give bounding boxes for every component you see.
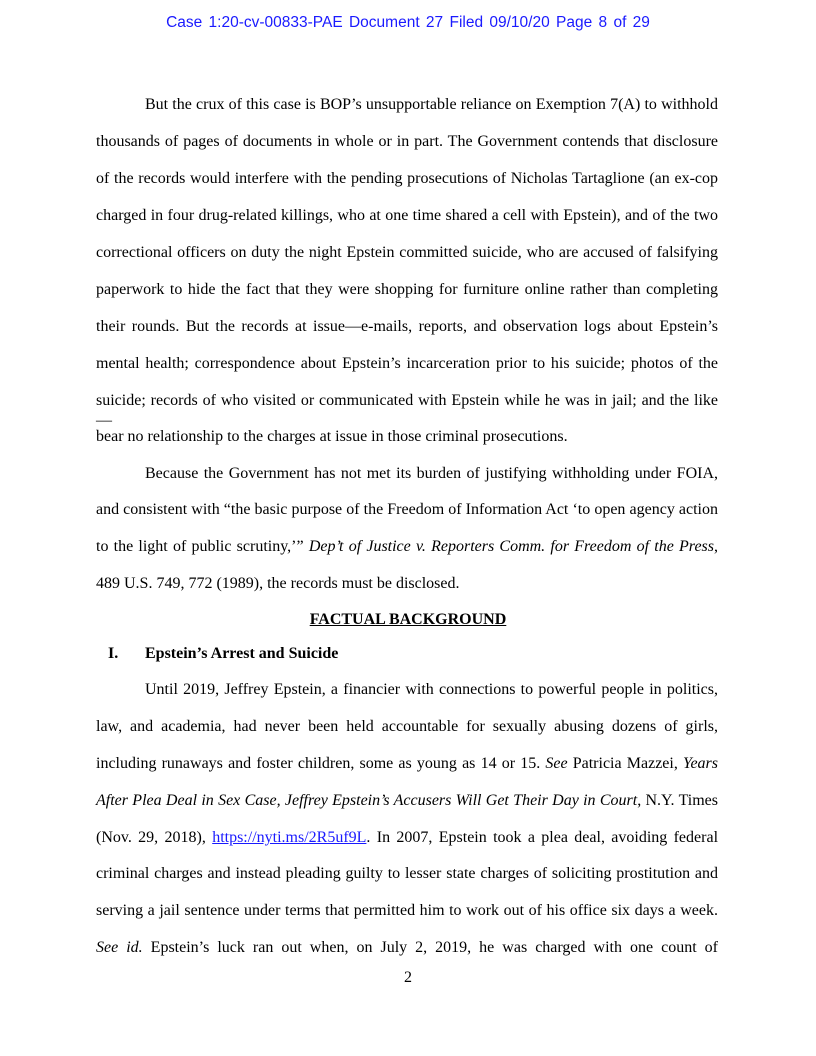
text-span: to the light of public scrutiny,’” — [96, 538, 309, 555]
text-span: criminal charges and instead pleading guilty to lesser state charges of soliciting prostitution and — [96, 865, 718, 882]
text-line — [96, 354, 718, 374]
text-line — [96, 828, 718, 848]
text-line — [96, 391, 718, 431]
text-line — [145, 680, 718, 700]
italic-text: Years — [683, 755, 718, 772]
italic-text: Dep’t of Justice v. Reporters Comm. for Freedom of the Press — [308, 538, 714, 555]
section-heading: FACTUAL BACKGROUND — [309, 611, 507, 628]
text-span: thousands of pages of documents in whole or in part. The Government contends that disclosure — [96, 133, 718, 150]
subsection-number: I. — [108, 645, 119, 662]
text-line — [96, 754, 718, 774]
subsection-heading — [108, 645, 339, 663]
text-span: suicide; records of who visited or communicated with Epstein while he was in jail; and the like— — [96, 392, 718, 429]
text-line — [96, 169, 718, 189]
text-line — [96, 500, 718, 520]
subsection-title: Epstein’s Arrest and Suicide — [145, 645, 339, 662]
text-span: , N.Y. Times — [637, 792, 718, 809]
text-span: paperwork to hide the fact that they were shopping for furniture online rather than completing — [96, 281, 718, 298]
text-line — [96, 537, 718, 557]
text-span: law, and academia, had never been held accountable for sexually abusing dozens of girls, — [96, 718, 718, 735]
page-number: 2 — [404, 969, 412, 986]
text-span: their rounds. But the records at issue—e-mails, reports, and observation logs about Epstein’s — [96, 318, 718, 335]
text-span: charged in four drug-related killings, who at one time shared a cell with Epstein), and of the two — [96, 207, 718, 224]
text-line — [96, 132, 718, 152]
text-span: mental health; correspondence about Epstein’s incarceration prior to his suicide; photos of the — [96, 355, 718, 372]
text-span: Because the Government has not met its burden of justifying withholding under FOIA, — [145, 465, 718, 482]
text-span: bear no relationship to the charges at issue in those criminal prosecutions. — [96, 428, 568, 445]
text-line — [96, 427, 718, 447]
text-line — [96, 791, 718, 811]
text-span: correctional officers on duty the night Epstein committed suicide, who are accused of falsifying — [96, 244, 718, 261]
text-line — [96, 901, 718, 921]
text-span: (Nov. 29, 2018), — [96, 829, 213, 846]
text-line — [145, 464, 718, 484]
text-span: and consistent with “the basic purpose of the Freedom of Information Act ‘to open agency action — [96, 501, 718, 518]
text-span: serving a jail sentence under terms that permitted him to work out of his office six days a week. — [96, 902, 718, 919]
italic-text: See id. — [96, 939, 143, 956]
text-line — [96, 206, 718, 226]
text-span: including runaways and foster children, some as young as 14 or 15. — [96, 755, 546, 772]
text-line — [96, 864, 718, 884]
citation-link[interactable]: https://nyti.ms/2R5uf9L — [212, 829, 367, 846]
text-span: , — [714, 538, 718, 555]
text-line — [96, 317, 718, 337]
text-line — [96, 243, 718, 263]
text-span: 489 U.S. 749, 772 (1989), the records must be disclosed. — [96, 575, 460, 592]
text-line — [96, 280, 718, 300]
text-line — [96, 717, 718, 737]
text-line — [96, 574, 718, 594]
case-header: Case 1:20-cv-00833-PAE Document 27 Filed 09/10/20 Page 8 of 29 — [166, 14, 650, 31]
text-span: Until 2019, Jeffrey Epstein, a financier with connections to powerful people in politics, — [145, 681, 718, 698]
text-span: . In 2007, Epstein took a plea deal, avoiding federal — [366, 829, 719, 846]
text-span: Epstein’s luck ran out when, on July 2, 2019, he was charged with one count of — [142, 939, 718, 956]
italic-text: See — [545, 755, 568, 772]
italic-text: After Plea Deal in Sex Case, Jeffrey Epstein’s Accusers Will Get Their Day in Court — [96, 792, 638, 809]
text-span: Patricia Mazzei, — [567, 755, 684, 772]
text-line — [145, 95, 718, 115]
text-span: of the records would interfere with the pending prosecutions of Nicholas Tartaglione (an ex-cop — [96, 170, 718, 187]
text-span: But the crux of this case is BOP’s unsupportable reliance on Exemption 7(A) to withhold — [145, 96, 718, 113]
text-line — [96, 938, 718, 958]
